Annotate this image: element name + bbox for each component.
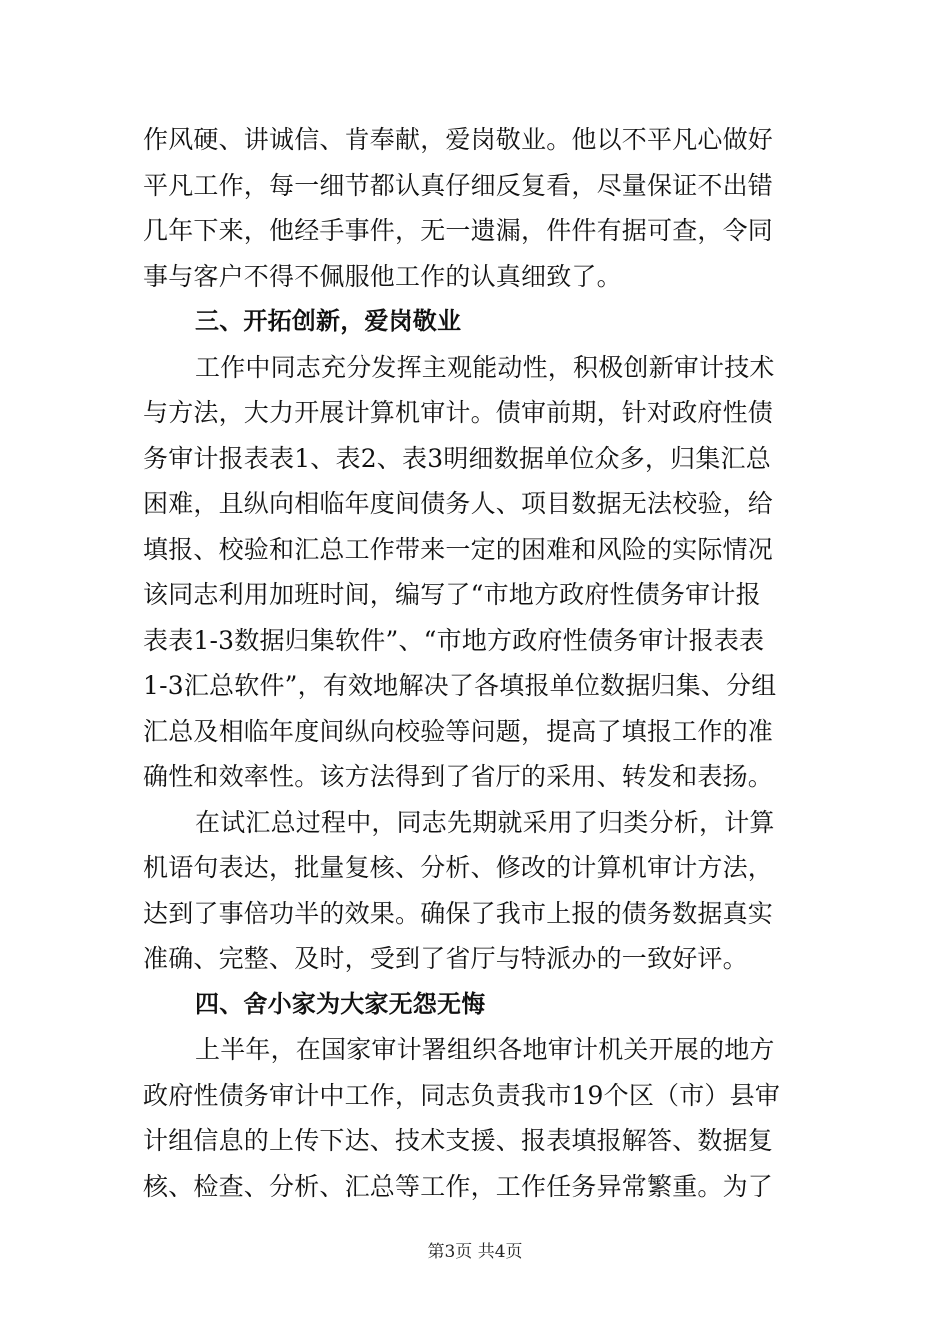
text-line: 准确、完整、及时，受到了省厅与特派办的一致好评。 <box>143 944 748 973</box>
text-line: 核、检查、分析、汇总等工作，工作任务异常繁重。为了 <box>143 1171 774 1201</box>
text-line: 作风硬、讲诚信、肯奉献，爱岗敬业。他以不平凡心做好 <box>143 125 774 154</box>
text-line: 几年下来，他经手事件，无一遗漏，件件有据可查，令同 <box>143 216 774 245</box>
text-line: 达到了事倍功半的效果。确保了我市上报的债务数据真实 <box>143 898 774 928</box>
section-heading: 四、舍小家为大家无怨无悔 <box>195 989 486 1018</box>
text-line: 计组信息的上传下达、技术支援、报表填报解答、数据复 <box>143 1126 774 1155</box>
text-line: 平凡工作，每一细节都认真仔细反复看，尽量保证不出错 <box>143 170 774 200</box>
text-line: 1-3汇总软件”，有效地解决了各填报单位数据归集、分组 <box>143 671 777 700</box>
text-line: 确性和效率性。该方法得到了省厅的采用、转发和表扬。 <box>143 762 774 791</box>
text-line: 务审计报表表1、表2、表3明细数据单位众多，归集汇总 <box>143 443 771 473</box>
text-line: 困难，且纵向相临年度间债务人、项目数据无法校验，给 <box>143 489 774 518</box>
text-line: 机语句表达，批量复核、分析、修改的计算机审计方法， <box>143 853 774 882</box>
text-line: 该同志利用加班时间，编写了“市地方政府性债务审计报 <box>143 580 761 609</box>
text-line: 在试汇总过程中，同志先期就采用了归类分析，计算 <box>195 807 775 837</box>
text-line: 填报、校验和汇总工作带来一定的困难和风险的实际情况 <box>143 534 774 564</box>
text-line: 上半年，在国家审计署组织各地审计机关开展的地方 <box>195 1035 775 1064</box>
text-line: 事与客户不得不佩服他工作的认真细致了。 <box>143 261 622 291</box>
text-line: 政府性债务审计中工作，同志负责我市19个区（市）县审 <box>143 1080 781 1110</box>
body-text <box>143 117 807 1209</box>
text-line: 工作中同志充分发挥主观能动性，积极创新审计技术 <box>195 352 775 382</box>
text-line: 表表1-3数据归集软件”、“市地方政府性债务审计报表表 <box>143 625 765 655</box>
section-heading: 三、开拓创新，爱岗敬业 <box>195 307 462 335</box>
text-line: 与方法，大力开展计算机审计。债审前期，针对政府性债 <box>143 398 774 427</box>
text-line: 汇总及相临年度间纵向校验等问题，提高了填报工作的准 <box>143 716 774 746</box>
page-footer: 第3页 共4页 <box>427 1242 523 1262</box>
